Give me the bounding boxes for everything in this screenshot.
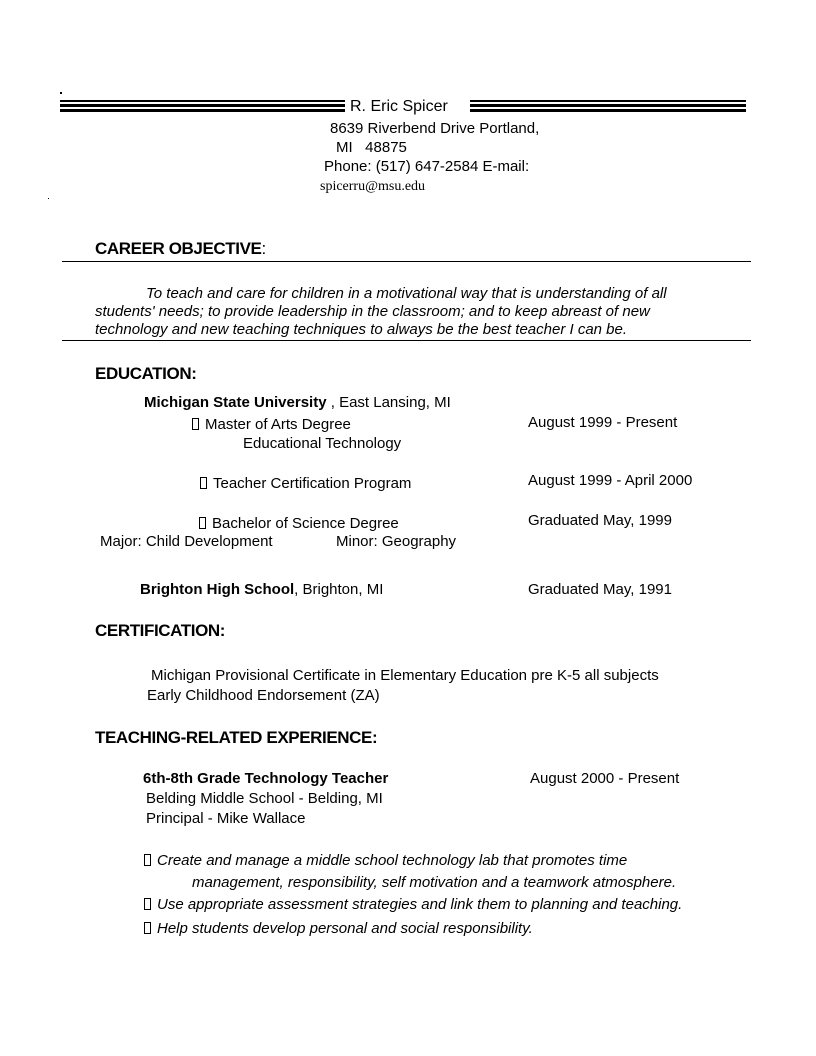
minor: Minor: Geography: [336, 533, 457, 550]
career-objective-heading: CAREER OBJECTIVE:: [95, 239, 266, 258]
phone-line: Phone: (517) 647-2584 E-mail:: [324, 158, 530, 175]
bs-degree: Bachelor of Science Degree: [199, 514, 399, 533]
high-school-entry: [140, 580, 383, 599]
address-line-1: 8639 Riverbend Drive Portland,: [330, 120, 540, 137]
bullet-box-icon: [192, 418, 199, 430]
job-principal: Principal - Mike Wallace: [146, 810, 306, 827]
major: Major: Child Development: [100, 533, 273, 550]
job-school: Belding Middle School - Belding, MI: [146, 790, 383, 807]
ma-date: August 1999 - Present: [528, 414, 678, 431]
email-link[interactable]: spicerru@msu.edu: [320, 179, 426, 194]
objective-text-line-3: technology and new teaching techniques to always be the best teacher I can be.: [95, 321, 628, 338]
ma-field: Educational Technology: [243, 435, 402, 452]
divider: [62, 340, 751, 341]
certification-line-2: Early Childhood Endorsement (ZA): [147, 687, 380, 704]
ma-degree: Master of Arts Degree: [192, 415, 351, 434]
bullet-box-icon: [144, 922, 151, 934]
experience-bullet-1-continuation: management, responsibility, self motivation and a teamwork atmosphere.: [192, 874, 677, 891]
stray-dot: [60, 92, 62, 94]
stray-dot: [48, 198, 49, 199]
certification-line-1: Michigan Provisional Certificate in Elementary Education pre K-5 all subjects: [151, 667, 659, 684]
bullet-box-icon: [144, 898, 151, 910]
high-school-date: Graduated May, 1991: [528, 581, 672, 598]
bs-date: Graduated May, 1999: [528, 512, 672, 529]
candidate-name: R. Eric Spicer: [350, 98, 448, 115]
msu-name: Michigan State University: [144, 394, 327, 411]
experience-bullet-1: Create and manage a middle school technology lab that promotes time: [144, 851, 711, 870]
msu-location: , East Lansing, MI: [326, 394, 451, 411]
education-heading: EDUCATION:: [95, 364, 197, 383]
high-school-name: Brighton High School: [140, 581, 295, 598]
cert-program: Teacher Certification Program: [200, 474, 411, 493]
certification-heading: CERTIFICATION:: [95, 621, 226, 640]
objective-text-line-2: students' needs; to provide leadership in the classroom; and to keep abreast of new: [95, 303, 650, 320]
divider: [62, 261, 751, 262]
experience-bullet-2: Use appropriate assessment strategies and link them to planning and teaching.: [144, 895, 682, 914]
experience-bullet-3: Help students develop personal and social responsibility.: [144, 919, 533, 938]
header-stripes-right: [470, 100, 746, 112]
bullet-box-icon: [144, 854, 151, 866]
bullet-box-icon: [200, 477, 207, 489]
high-school-location: , Brighton, MI: [294, 581, 384, 598]
job-date: August 2000 - Present: [530, 770, 680, 787]
msu-entry: [144, 393, 451, 412]
objective-text-line-1: To teach and care for children in a motivational way that is understanding of all: [146, 285, 667, 302]
header-stripes-left: [60, 100, 345, 112]
experience-heading: TEACHING-RELATED EXPERIENCE:: [95, 728, 378, 747]
address-line-2: MI 48875: [336, 139, 407, 156]
job-title: 6th-8th Grade Technology Teacher: [143, 770, 389, 787]
bullet-box-icon: [199, 517, 206, 529]
cert-program-date: August 1999 - April 2000: [528, 472, 693, 489]
